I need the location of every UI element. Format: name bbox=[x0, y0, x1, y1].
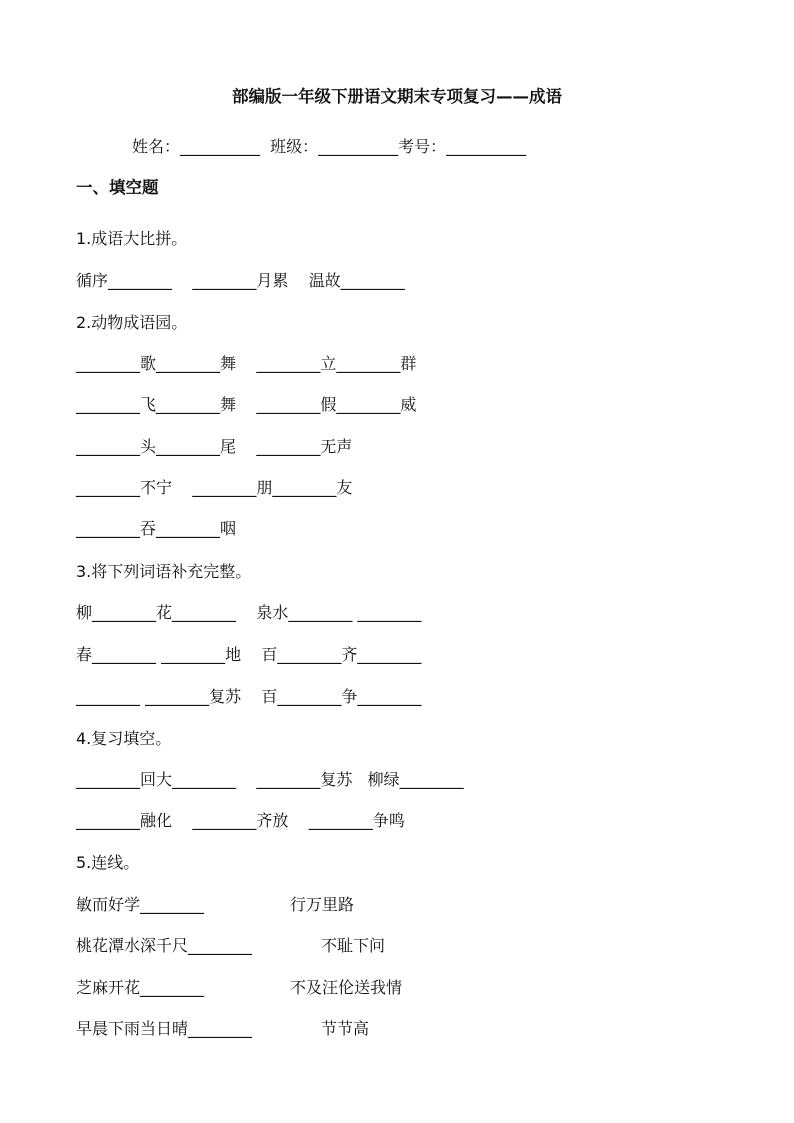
question-2-line: ________头________尾 ________无声 bbox=[76, 437, 353, 456]
document-title: 部编版一年级下册语文期末专项复习——成语 bbox=[232, 87, 562, 106]
question-2-line: ________飞________舞 ________假________威 bbox=[76, 395, 417, 414]
section-heading-fill-blank: 一、填空题 bbox=[76, 178, 159, 197]
match-right-item: 不耻下问 bbox=[321, 936, 386, 955]
question-2-heading: 2.动物成语园。 bbox=[76, 313, 188, 332]
question-4-line: ________回大________ ________复苏 柳绿________ bbox=[76, 770, 464, 789]
question-4-line: ________融化 ________齐放 ________争鸣 bbox=[76, 811, 405, 830]
question-2-line: ________不宁 ________朋________友 bbox=[76, 478, 353, 497]
question-3-line: 春________ ________地 百________齐________ bbox=[76, 645, 422, 664]
question-1-line: 循序________ ________月累 温故________ bbox=[76, 271, 405, 290]
question-3-heading: 3.将下列词语补充完整。 bbox=[76, 562, 252, 581]
match-right-item: 行万里路 bbox=[290, 895, 355, 914]
question-4-heading: 4.复习填空。 bbox=[76, 729, 172, 748]
question-2-line: ________吞________咽 bbox=[76, 519, 237, 538]
match-left-item: 早晨下雨当日晴________ bbox=[76, 1019, 253, 1038]
match-left-item: 桃花潭水深千尺________ bbox=[76, 936, 253, 955]
match-right-item: 不及汪伦送我情 bbox=[290, 978, 403, 997]
match-left-item: 芝麻开花________ bbox=[76, 978, 205, 997]
match-right-item: 节节高 bbox=[321, 1019, 370, 1038]
question-3-line: 柳________花________ 泉水________ ________ bbox=[76, 603, 422, 622]
question-1-heading: 1.成语大比拼。 bbox=[76, 229, 188, 248]
match-left-item: 敏而好学________ bbox=[76, 895, 205, 914]
question-5-heading: 5.连线。 bbox=[76, 853, 140, 872]
question-3-line: ________ ________复苏 百________争________ bbox=[76, 687, 422, 706]
student-info-line: 姓名：__________ 班级：__________考号：__________ bbox=[132, 137, 527, 156]
question-2-line: ________歌________舞 ________立________群 bbox=[76, 354, 417, 373]
